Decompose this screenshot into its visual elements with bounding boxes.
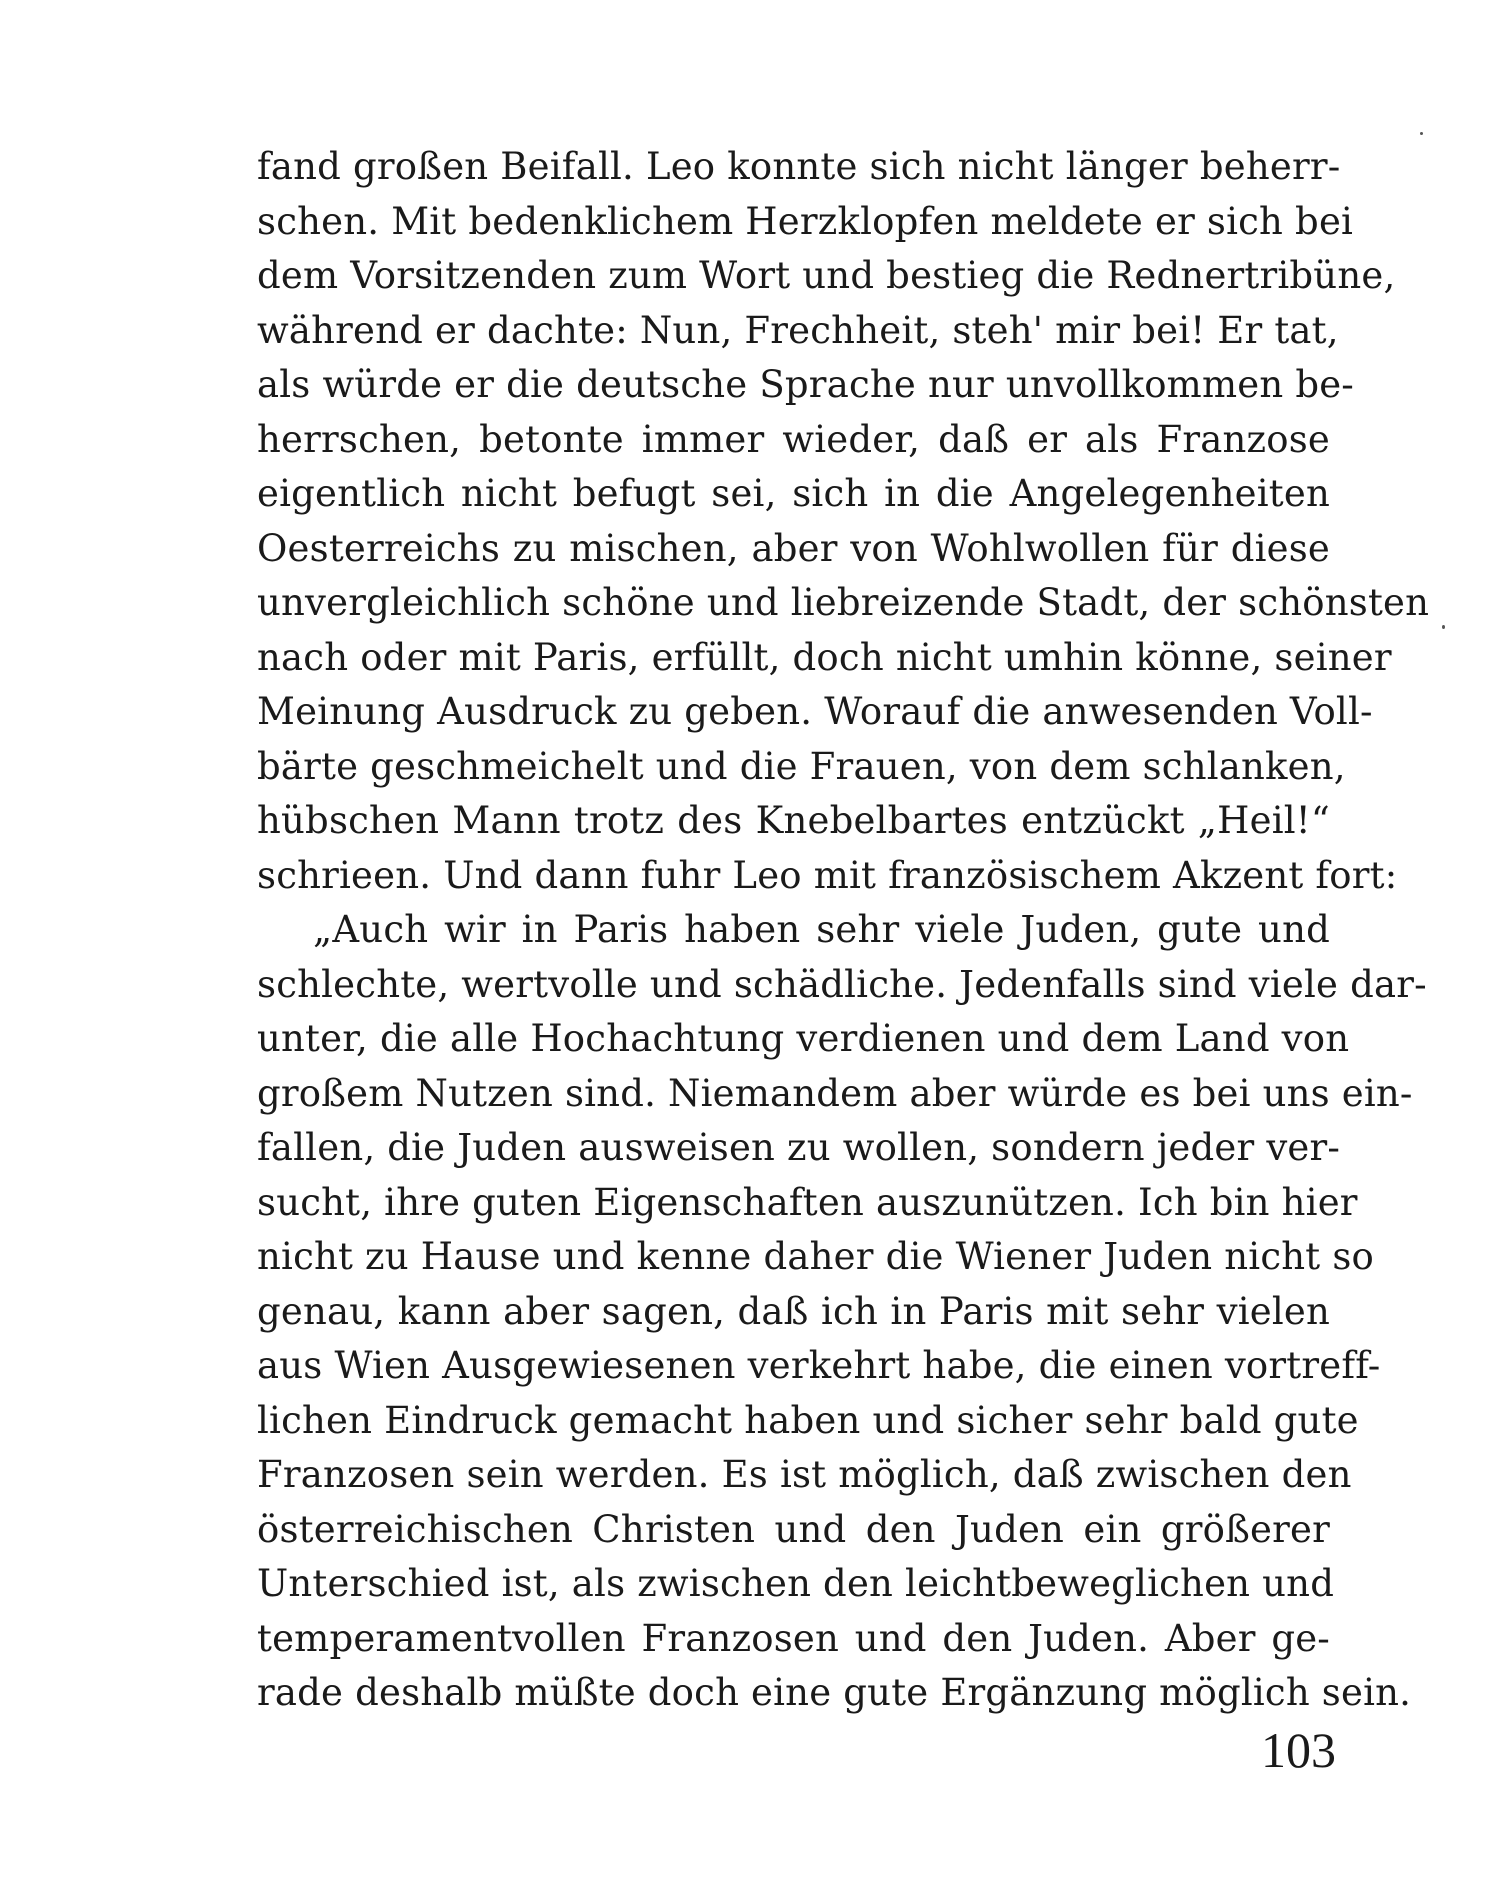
- text-line: unter, die alle Hochachtung verdienen und dem Land von: [257, 1017, 1350, 1060]
- text-line: dem Vorsitzenden zum Wort und bestieg die Rednertribüne,: [257, 254, 1396, 297]
- scan-speck: [1420, 132, 1423, 135]
- paragraph-start-line: „Auch wir in Paris haben sehr viele Juden, gute und: [313, 908, 1330, 951]
- text-line: fallen, die Juden ausweisen zu wollen, sondern jeder ver-: [257, 1126, 1341, 1169]
- text-line: während er dachte: Nun, Frechheit, steh' mir bei! Er tat,: [257, 308, 1339, 352]
- text-line: Franzosen sein werden. Es ist möglich, daß zwischen den: [257, 1453, 1352, 1496]
- text-line: rade deshalb müßte doch eine gute Ergänzung möglich sein.: [257, 1671, 1412, 1714]
- text-line: unvergleichlich schöne und liebreizende Stadt, der schönsten: [257, 581, 1430, 624]
- text-line: großem Nutzen sind. Niemandem aber würde es bei uns ein-: [257, 1071, 1413, 1115]
- text-line: Unterschied ist, als zwischen den leichtbeweglichen und: [257, 1562, 1335, 1605]
- text-line: genau, kann aber sagen, daß ich in Paris mit sehr vielen: [257, 1289, 1330, 1333]
- text-line: nach oder mit Paris, erfüllt, doch nicht umhin könne, seiner: [257, 635, 1392, 679]
- text-line: hübschen Mann trotz des Knebelbartes entzückt „Heil!“: [257, 799, 1330, 842]
- text-line: schrieen. Und dann fuhr Leo mit französischem Akzent fort:: [257, 853, 1398, 897]
- text-line: österreichischen Christen und den Juden ein größerer: [257, 1507, 1330, 1551]
- text-line: temperamentvollen Franzosen und den Juden. Aber ge-: [257, 1616, 1330, 1660]
- scan-speck: [1442, 625, 1445, 629]
- text-line: Oesterreichs zu mischen, aber von Wohlwollen für diese: [257, 526, 1330, 570]
- text-line: sucht, ihre guten Eigenschaften auszunützen. Ich bin hier: [257, 1180, 1358, 1224]
- text-line: herrschen, betonte immer wieder, daß er als Franzose: [257, 417, 1330, 461]
- text-line: bärte geschmeichelt und die Frauen, von dem schlanken,: [257, 744, 1346, 788]
- text-line: nicht zu Hause und kenne daher die Wiener Juden nicht so: [257, 1235, 1374, 1278]
- text-line: Meinung Ausdruck zu geben. Worauf die anwesenden Voll-: [257, 690, 1373, 733]
- text-line: schen. Mit bedenklichem Herzklopfen meldete er sich bei: [257, 199, 1354, 243]
- text-line: lichen Eindruck gemacht haben und sicher sehr bald gute: [257, 1398, 1359, 1442]
- text-line: eigentlich nicht befugt sei, sich in die Angelegenheiten: [257, 472, 1330, 515]
- page-number: 103: [1261, 1722, 1336, 1778]
- text-line: fand großen Beifall. Leo konnte sich nicht länger beherr-: [257, 145, 1341, 188]
- text-line: aus Wien Ausgewiesenen verkehrt habe, die einen vortreff-: [257, 1344, 1381, 1387]
- body-text: [257, 140, 1430, 1721]
- text-line: schlechte, wertvolle und schädliche. Jedenfalls sind viele dar-: [257, 962, 1427, 1006]
- text-line: als würde er die deutsche Sprache nur unvollkommen be-: [257, 363, 1355, 406]
